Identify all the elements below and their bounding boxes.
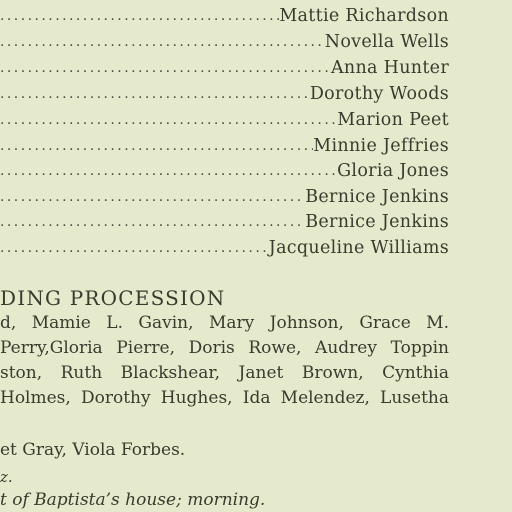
- dot-leader: [0, 6, 279, 26]
- cast-name: Gloria Jones: [337, 161, 449, 181]
- cast-name: Bernice Jenkins: [305, 187, 449, 207]
- cast-name: Novella Wells: [324, 32, 449, 52]
- cast-row: [0, 132, 449, 156]
- cast-row: [0, 208, 449, 232]
- dot-leader: [0, 58, 331, 78]
- cast-row: [0, 183, 449, 207]
- cast-name: Mattie Richardson: [279, 6, 449, 26]
- cast-row: [0, 234, 449, 258]
- procession-line: d, Mamie L. Gavin, Mary Johnson, Grace M.: [0, 313, 449, 333]
- dot-leader: [0, 136, 313, 156]
- procession-line: Perry,Gloria Pierre, Doris Rowe, Audrey Toppin: [0, 338, 449, 358]
- cast-row: [0, 106, 449, 130]
- cast-name: Minnie Jeffries: [313, 136, 449, 156]
- procession-line: ston, Ruth Blackshear, Janet Brown, Cynthia: [0, 363, 449, 383]
- cast-row: [0, 80, 449, 104]
- procession-heading: DING PROCESSION: [0, 286, 226, 310]
- procession-line: et Gray, Viola Forbes.: [0, 440, 186, 460]
- dot-leader: [0, 110, 337, 130]
- cast-row: [0, 2, 449, 26]
- cast-name: Marion Peet: [337, 110, 449, 130]
- dot-leader: [0, 161, 337, 181]
- dot-leader: [0, 187, 305, 207]
- dot-leader: [0, 84, 310, 104]
- cast-row: [0, 28, 449, 52]
- cast-name: Jacqueline Williams: [268, 238, 449, 258]
- scene-marker: z.: [0, 468, 13, 486]
- cast-row: [0, 157, 449, 181]
- procession-line: Holmes, Dorothy Hughes, Ida Melendez, Lusetha: [0, 388, 449, 408]
- cast-name: Bernice Jenkins: [305, 212, 449, 232]
- dot-leader: [0, 32, 325, 52]
- cast-name: Anna Hunter: [330, 58, 449, 78]
- dot-leader: [0, 238, 269, 258]
- scene-setting: t of Baptista’s house; morning.: [0, 490, 266, 510]
- cast-name: Dorothy Woods: [309, 84, 449, 104]
- cast-row: [0, 54, 449, 78]
- dot-leader: [0, 212, 305, 232]
